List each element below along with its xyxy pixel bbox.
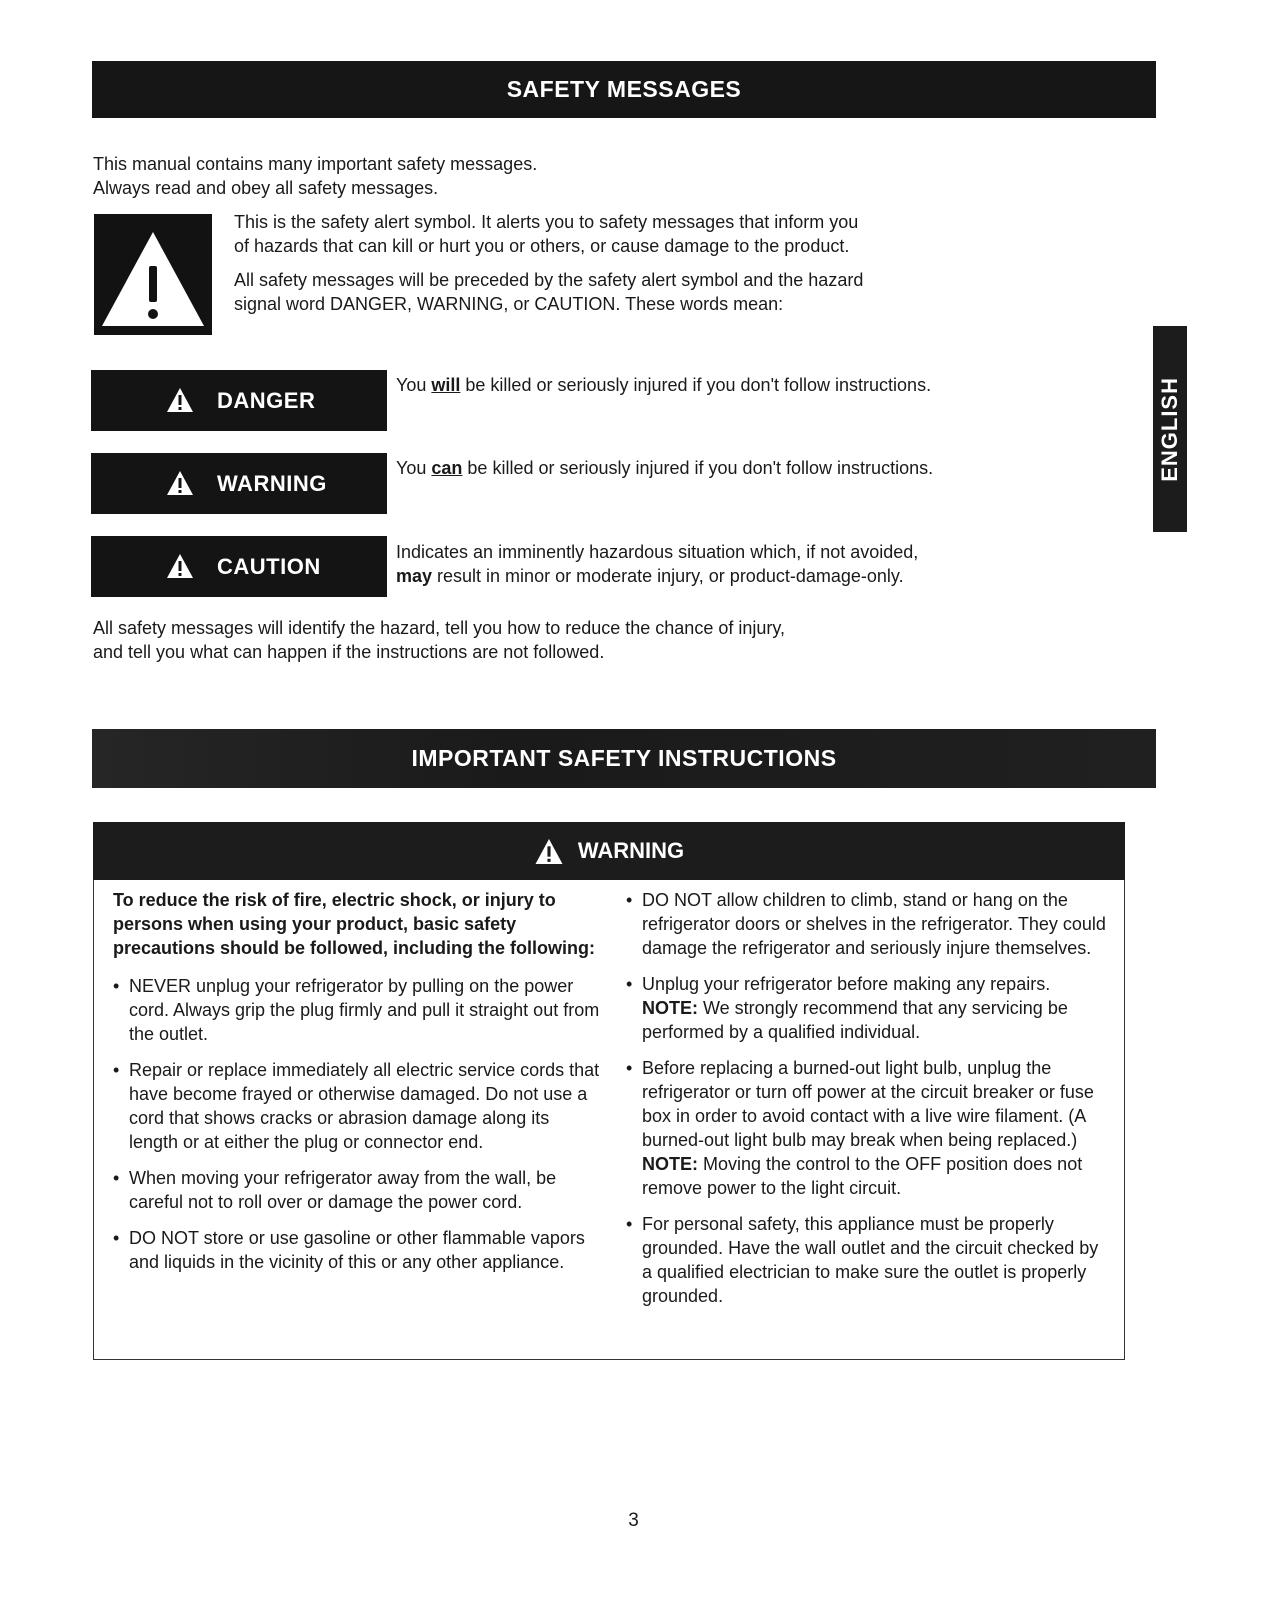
list-item: [113, 1058, 603, 1154]
summary-line-2: and tell you what can happen if the instructions are not followed.: [93, 642, 605, 662]
warning-right-column: [626, 888, 1106, 1320]
danger-desc-pre: You: [396, 375, 432, 395]
language-tab-label: ENGLISH: [1157, 376, 1182, 482]
list-item: [626, 888, 1106, 960]
bullet: •: [113, 1228, 120, 1248]
caution-label-text: CAUTION: [217, 553, 321, 579]
danger-label-text: DANGER: [217, 387, 316, 413]
warning-description: [396, 456, 933, 480]
alert-text-line: signal word DANGER, WARNING, or CAUTION. These words mean:: [234, 294, 784, 314]
danger-desc-emph: will: [431, 375, 461, 395]
danger-desc-post: be killed or seriously injured if you don't follow instructions.: [460, 375, 932, 395]
list-item-text: NEVER unplug your refrigerator by pulling on the power cord. Always grip the plug firmly and pull it straight out from the outlet.: [129, 976, 600, 1044]
intro-line-1: This manual contains many important safety messages.: [93, 154, 538, 174]
list-item-text: DO NOT allow children to climb, stand or hang on the refrigerator doors or shelves in the refrigerator. They could damage the refrigerator and seriously injure themselves.: [642, 890, 1106, 958]
page-number: 3: [628, 1510, 639, 1531]
language-tab: [1153, 326, 1187, 532]
list-item-text: When moving your refrigerator away from the wall, be careful not to roll over or damage the power cord.: [129, 1168, 557, 1212]
list-item-text: Unplug your refrigerator before making any repairs.: [642, 974, 1051, 994]
caution-description: [396, 540, 918, 588]
warning-intro: To reduce the risk of fire, electric shock, or injury to persons when using your product, basic safety precautions should be followed, including the following:: [113, 890, 595, 958]
warning-triangle-icon: [166, 387, 194, 413]
alert-symbol-description: [234, 210, 863, 316]
list-item-text: Moving the control to the OFF position does not remove power to the light circuit.: [642, 1154, 1083, 1198]
caution-desc-line1: Indicates an imminently hazardous situation which, if not avoided,: [396, 542, 919, 562]
section-title-important-safety-instructions: IMPORTANT SAFETY INSTRUCTIONS: [92, 729, 1156, 788]
bullet: •: [626, 1058, 633, 1078]
section-title-safety-messages: SAFETY MESSAGES: [92, 61, 1156, 118]
bullet: •: [113, 976, 120, 996]
list-item-text: Before replacing a burned-out light bulb, unplug the refrigerator or turn off power at the circuit breaker or fuse box in order to avoid contact with a live wire filament. (A burned-out light bulb may break when being replaced.): [642, 1058, 1094, 1150]
bullet: •: [113, 1060, 120, 1080]
bullet: •: [626, 974, 633, 994]
warning-box-title: WARNING: [577, 838, 685, 863]
warning-label: [91, 453, 387, 514]
list-item: [113, 1166, 603, 1214]
warning-triangle-icon: [166, 470, 194, 496]
intro-text: [93, 152, 537, 200]
warning-triangle-icon: [534, 838, 564, 865]
list-item-text: We strongly recommend that any servicing be performed by a qualified individual.: [642, 998, 1068, 1042]
list-item: [626, 972, 1106, 1044]
warning-box-header: [93, 822, 1125, 880]
list-item: [113, 974, 603, 1046]
bullet: •: [113, 1168, 120, 1188]
list-item-text: For personal safety, this appliance must be properly grounded. Have the wall outlet and the circuit checked by a qualified electrician to make sure the outlet is properly grounded.: [642, 1214, 1099, 1306]
warning-desc-pre: You: [396, 458, 432, 478]
alert-text-line: of hazards that can kill or hurt you or others, or cause damage to the product.: [234, 236, 850, 256]
caution-label: [91, 536, 387, 597]
danger-label: [91, 370, 387, 431]
list-item: [113, 1226, 603, 1274]
danger-description: [396, 373, 931, 397]
intro-line-2: Always read and obey all safety messages.: [93, 178, 439, 198]
warning-triangle-icon: [166, 553, 194, 579]
list-item: [626, 1212, 1106, 1308]
summary-text: [93, 616, 785, 664]
list-item: [626, 1056, 1106, 1200]
bullet: •: [626, 1214, 633, 1234]
note-label: NOTE:: [642, 1154, 698, 1174]
warning-left-column: [113, 888, 603, 1286]
bullet: •: [626, 890, 633, 910]
alert-text-line: All safety messages will be preceded by the safety alert symbol and the hazard: [234, 270, 864, 290]
list-item-text: Repair or replace immediately all electric service cords that have become frayed or otherwise damaged. Do not use a cord that shows cracks or abrasion damage along its length or at either the plug or connector end.: [129, 1060, 600, 1152]
list-item-text: DO NOT store or use gasoline or other flammable vapors and liquids in the vicinity of this or any other appliance.: [129, 1228, 585, 1272]
summary-line-1: All safety messages will identify the hazard, tell you how to reduce the chance of injury,: [93, 618, 786, 638]
warning-desc-post: be killed or seriously injured if you don't follow instructions.: [462, 458, 934, 478]
caution-desc-emph: may: [396, 566, 433, 586]
safety-alert-symbol-icon: [94, 214, 212, 335]
warning-label-text: WARNING: [217, 470, 327, 496]
caution-desc-line2: result in minor or moderate injury, or product-damage-only.: [432, 566, 904, 586]
alert-text-line: This is the safety alert symbol. It alerts you to safety messages that inform you: [234, 212, 859, 232]
warning-desc-emph: can: [431, 458, 463, 478]
note-label: NOTE:: [642, 998, 698, 1018]
